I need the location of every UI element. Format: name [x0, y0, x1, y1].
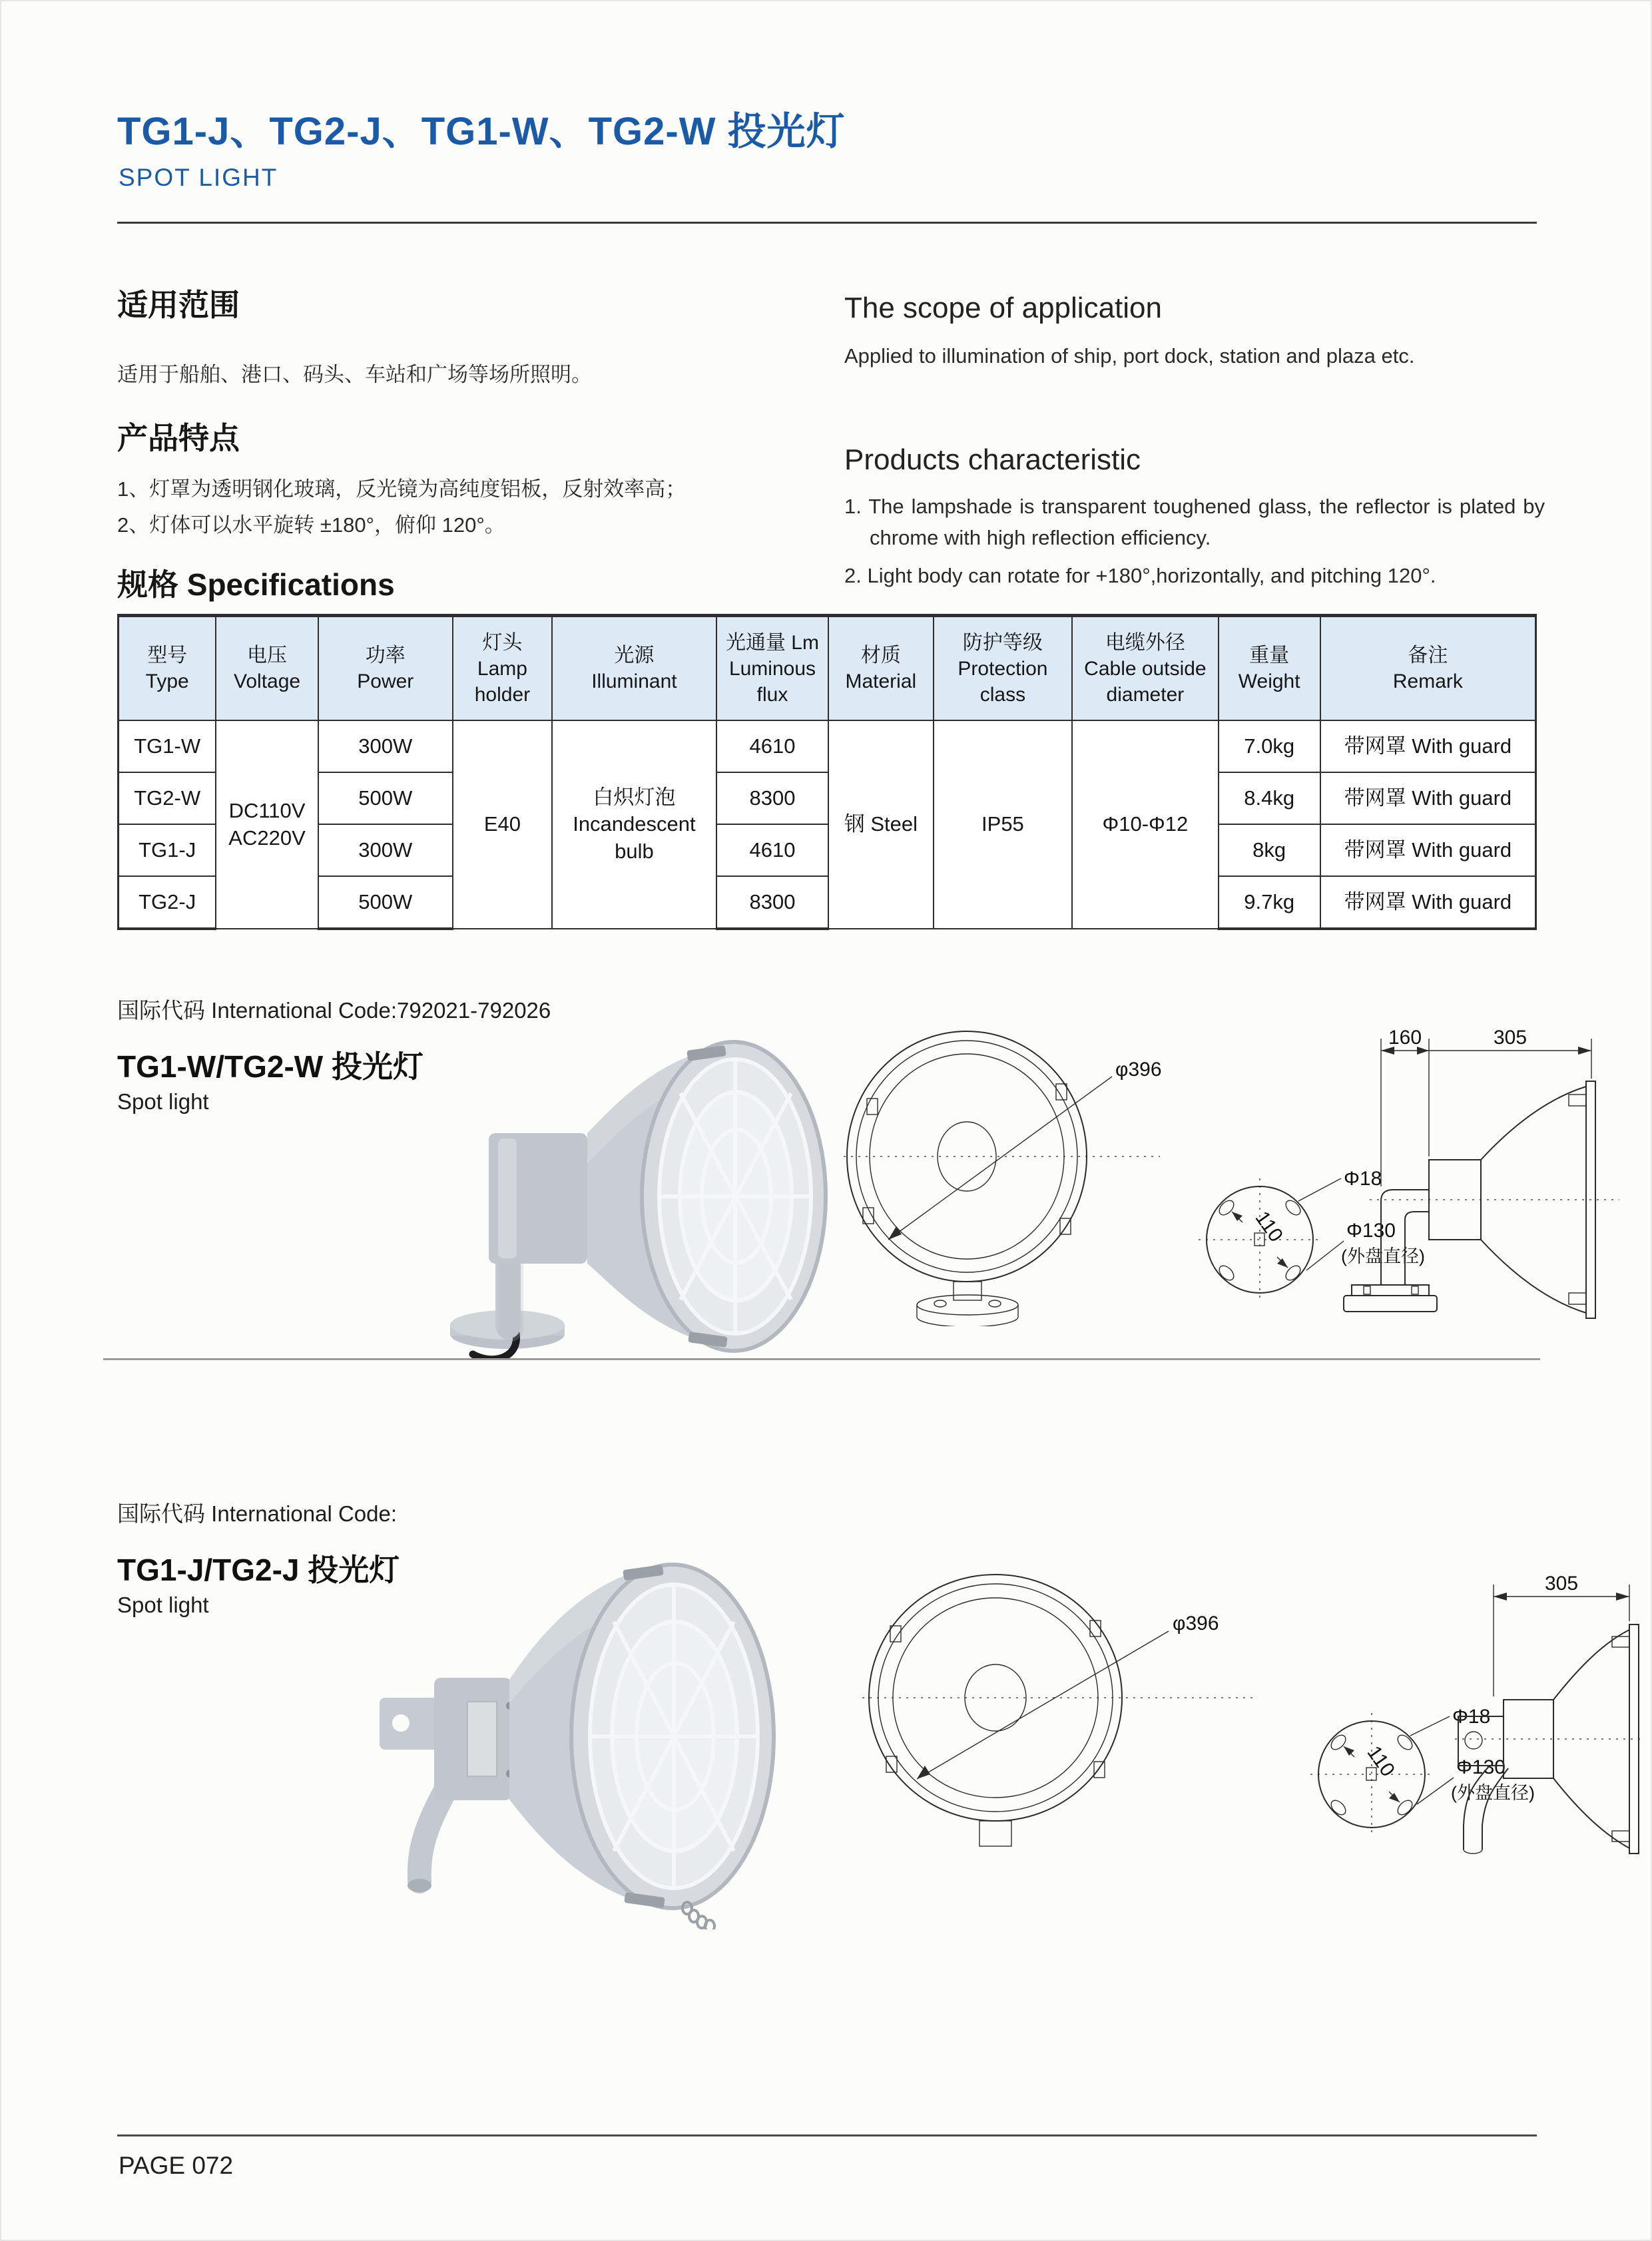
cell-remark: 带网罩 With guard: [1320, 824, 1536, 876]
dim-depth: 305: [1544, 1573, 1579, 1595]
col-material: 材质 Material: [828, 616, 934, 721]
cell-weight: 8.4kg: [1219, 772, 1320, 824]
dim-bolt-pitch: 110: [1250, 1207, 1288, 1246]
specs-heading: 规格 Specifications: [117, 567, 395, 602]
table-row: [119, 720, 1536, 772]
cell-flux: 8300: [716, 772, 828, 824]
cell-power: 500W: [318, 772, 453, 824]
wire-guard: [659, 1059, 811, 1334]
cell-protection: IP55: [934, 720, 1073, 929]
cell-flux: 4610: [716, 824, 828, 876]
features-en-item1: 1. The lampshade is transparent toughened glass, the reflector is plated by chrome with high reflection efficiency.: [844, 495, 1545, 549]
cell-voltage: DC110V AC220V: [216, 720, 318, 929]
col-illuminant: 光源 Illuminant: [552, 616, 716, 721]
cell-power: 300W: [318, 720, 453, 772]
cell-type: TG1-W: [119, 720, 216, 772]
cell-power: 300W: [318, 824, 453, 876]
col-protection: 防护等级 Protection class: [934, 616, 1073, 721]
spotlight-photo-1: [450, 1042, 826, 1358]
footer-rule: [117, 2134, 1537, 2136]
product1-title: TG1-W/TG2-W 投光灯: [117, 1049, 423, 1084]
cell-type: TG1-J: [119, 824, 216, 876]
features-en-heading: Products characteristic: [844, 443, 1141, 476]
dim-front-diameter: φ396: [1173, 1613, 1219, 1634]
table-row: [119, 824, 1536, 876]
side-view-drawing-1: [1344, 1027, 1619, 1318]
scope-en-heading: The scope of application: [844, 292, 1162, 324]
intl-code-2: 国际代码 International Code:: [117, 1501, 398, 1526]
dim-hole-diameter: Φ18: [1452, 1706, 1491, 1728]
wire-guard: [590, 1585, 758, 1888]
cell-illuminant: 白炽灯泡 Incandescent bulb: [552, 720, 716, 929]
col-remark: 备注 Remark: [1320, 616, 1536, 721]
spec-header-row: [119, 616, 1536, 721]
page-title: TG1-J、TG2-J、TG1-W、TG2-W 投光灯: [117, 110, 846, 153]
front-view-drawing-2: [862, 1575, 1255, 1846]
section-divider: [103, 1358, 1540, 1360]
header-rule: [117, 222, 1537, 224]
features-cn-heading: 产品特点: [117, 421, 240, 455]
dim-flange-note: (外盘直径): [1341, 1246, 1425, 1266]
cell-material: 钢 Steel: [828, 720, 934, 929]
col-type: 型号 Type: [119, 616, 216, 721]
cell-weight: 7.0kg: [1219, 720, 1320, 772]
cell-remark: 带网罩 With guard: [1320, 876, 1536, 929]
table-row: [119, 772, 1536, 824]
product2-title: TG1-J/TG2-J 投光灯: [117, 1553, 400, 1587]
cell-remark: 带网罩 With guard: [1320, 772, 1536, 824]
table-row: [119, 876, 1536, 929]
scope-cn-heading: 适用范围: [117, 288, 240, 322]
cell-type: TG2-J: [119, 876, 216, 929]
col-weight: 重量 Weight: [1219, 616, 1320, 721]
features-en-item2: 2. Light body can rotate for +180°,horizontally, and pitching 120°.: [844, 564, 1436, 587]
product2-drawing: [856, 1565, 1645, 1858]
spotlight-photo-2: [380, 1565, 774, 1929]
product1-drawing: [840, 1020, 1623, 1326]
features-cn-item2: 2、灯体可以水平旋转 ±180°，俯仰 120°。: [117, 513, 505, 537]
product1-photo: [368, 1033, 834, 1358]
cell-remark: 带网罩 With guard: [1320, 720, 1536, 772]
cell-power: 500W: [318, 876, 453, 929]
cell-cable: Φ10-Φ12: [1072, 720, 1218, 929]
product2-photo: [280, 1543, 839, 1929]
col-cable: 电缆外径 Cable outside diameter: [1072, 616, 1218, 721]
page-subtitle: SPOT LIGHT: [119, 164, 278, 191]
spec-table: [117, 614, 1537, 930]
col-luminous-flux: 光通量 Lm Luminous flux: [716, 616, 828, 721]
cell-weight: 8kg: [1219, 824, 1320, 876]
scope-cn-body: 适用于船舶、港口、码头、车站和广场等场所照明。: [117, 363, 592, 386]
page-number: PAGE 072: [119, 2152, 234, 2179]
flange-detail-drawing-1: [1199, 1168, 1425, 1301]
col-lamp-holder: 灯头 Lamp holder: [453, 616, 552, 721]
dim-bolt-pitch: 110: [1362, 1742, 1400, 1781]
cell-lamp-holder: E40: [453, 720, 552, 929]
cell-weight: 9.7kg: [1219, 876, 1320, 929]
dim-depth: 305: [1493, 1027, 1527, 1049]
features-cn-item1: 1、灯罩为透明钢化玻璃，反光镜为高纯度铝板，反射效率高；: [117, 477, 687, 501]
dim-flange-note: (外盘直径): [1451, 1783, 1535, 1803]
cell-flux: 4610: [716, 720, 828, 772]
product2-subtitle: Spot light: [117, 1593, 209, 1617]
cell-type: TG2-W: [119, 772, 216, 824]
col-voltage: 电压 Voltage: [216, 616, 318, 721]
flange-detail-drawing-2: [1310, 1706, 1535, 1836]
cell-flux: 8300: [716, 876, 828, 929]
scope-en-body: Applied to illumination of ship, port dock, station and plaza etc.: [844, 344, 1415, 368]
product1-subtitle: Spot light: [117, 1089, 209, 1114]
front-view-drawing-1: [844, 1031, 1162, 1326]
dim-flange-diameter: Φ130: [1456, 1756, 1506, 1778]
intl-code-1: 国际代码 International Code:792021-792026: [117, 998, 551, 1023]
col-power: 功率 Power: [318, 616, 453, 721]
dim-flange-diameter: Φ130: [1346, 1220, 1396, 1242]
dim-hole-diameter: Φ18: [1344, 1168, 1382, 1190]
dim-arm-offset: 160: [1388, 1027, 1422, 1049]
dim-front-diameter: φ396: [1115, 1059, 1162, 1081]
